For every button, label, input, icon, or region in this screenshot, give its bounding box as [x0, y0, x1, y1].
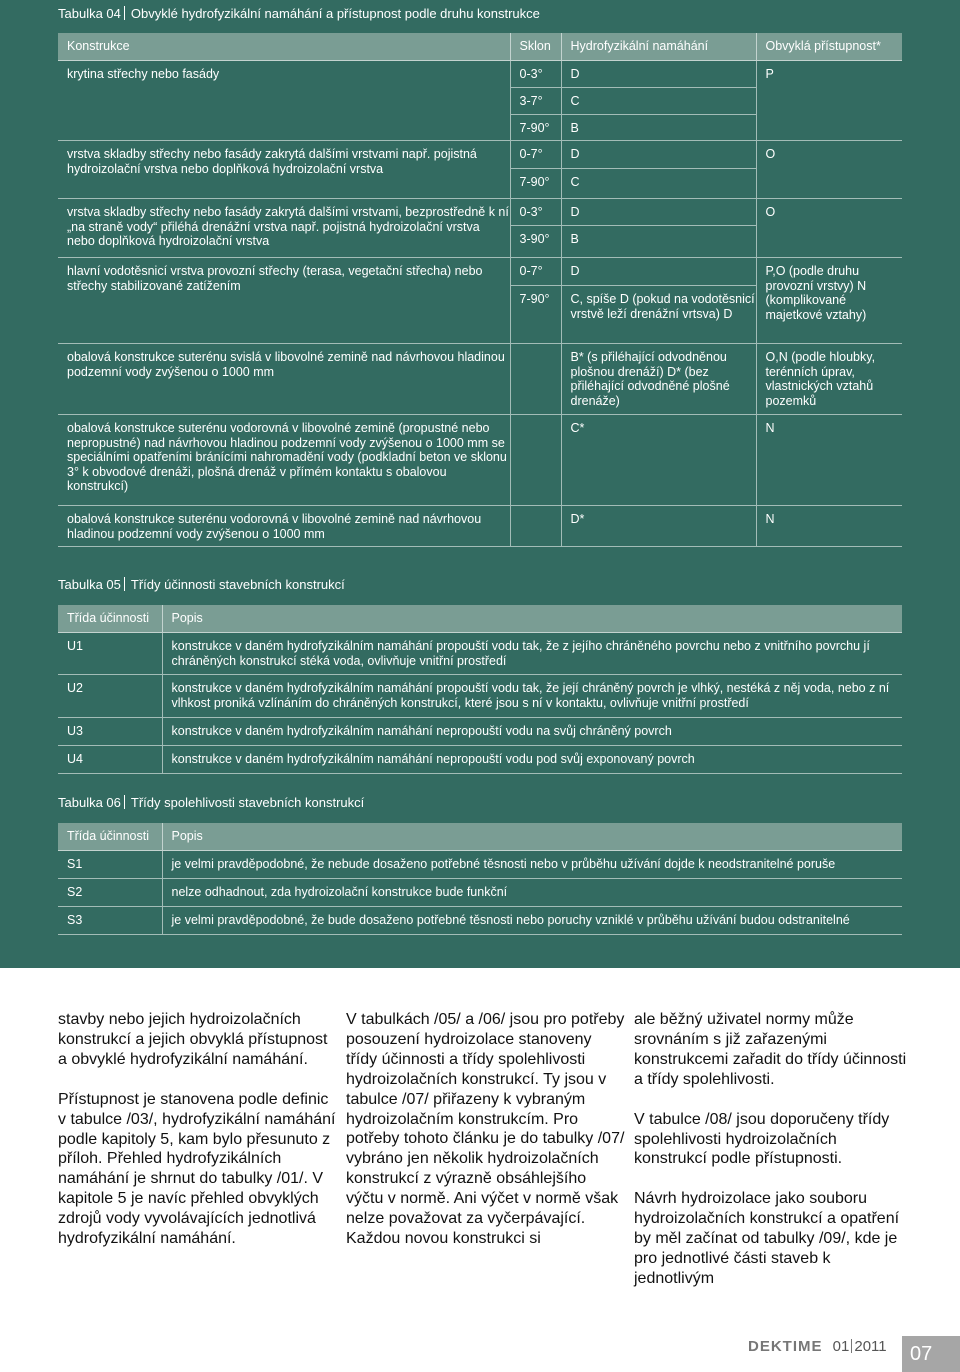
table05-header-row [58, 605, 902, 633]
construction-text: hlavní vodotěsnicí vrstva provozní střechy (terasa, vegetační střecha) nebo střechy stabilizované zatížením [67, 264, 483, 293]
table04-row [58, 258, 902, 344]
class-cell [58, 675, 162, 718]
description-cell [162, 907, 902, 935]
access-text: N [765, 512, 775, 526]
load-value: C [570, 175, 580, 189]
table05-row [58, 675, 902, 718]
slope-cell [510, 199, 561, 258]
access-text: O [765, 205, 776, 219]
class-cell [58, 718, 162, 746]
table04 [58, 33, 902, 547]
slope-cell [510, 415, 561, 506]
description-text: je velmi pravděpodobné, že nebude dosaženo potřebné těsnosti nebo v průběhu užívání dojde k neodstranitelné poruše [171, 857, 836, 871]
table06-row [58, 851, 902, 879]
footer-brand: DEKTIME [748, 1338, 823, 1355]
page-number: 07 [902, 1336, 960, 1372]
description-text: konstrukce v daném hydrofyzikálním namáhání propouští vodu tak, že z jejího chráněného povrchu nebo z vnitřního povrchu jí chráněných konstrukcí stéká voda, ovlivňuje vnitřní prostředí [171, 639, 870, 668]
construction-cell [58, 199, 510, 258]
class-cell [58, 851, 162, 879]
table04-header-cell: Hydrofyzikální namáhání [561, 33, 756, 61]
construction-text: krytina střechy nebo fasády [67, 67, 220, 81]
slope-value: 0-3° [520, 61, 561, 88]
access-cell [756, 199, 902, 258]
description-text: nelze odhadnout, zda hydroizolační konstrukce bude funkční [171, 885, 508, 899]
class-label: S3 [67, 913, 83, 927]
construction-text: obalová konstrukce suterénu vodorovná v libovolné zemině (propustné nebo nepropustné) nad návrhovou hladinou podzemní vody zvýšenou o 1000 mm se speciálními opatřeními bránícími nahromadění vody (podkladní beton ve sklonu 3° k obvodové drenáži, plošná drenáž v přímém kontaktu s obalovou konstrukcí) [67, 421, 507, 493]
construction-cell [58, 258, 510, 344]
table04-header-cell: Konstrukce [58, 33, 510, 61]
slope-value: 0-7° [520, 258, 561, 286]
text-column-3 [634, 1010, 914, 1309]
table06-header-cell: Třída účinnosti [58, 823, 162, 851]
footer-year: 2011 [854, 1338, 887, 1355]
paragraph: stavby nebo jejich hydroizolačních konstrukcí a jejich obvyklá přístupnost a obvyklé hydrofyzikální namáhání. [58, 1011, 328, 1068]
load-cell [561, 199, 756, 258]
paragraph: V tabulkách /05/ a /06/ jsou pro potřeby posouzení hydroizolace stanoveny třídy účinnosti a třídy spolehlivosti hydroizolačních konstrukcí. Ty jsou v tabulce /07/ přiřazeny k vybraným hydroizolačním konstrukcím. Pro potřeby tohoto článku je do tabulky /07/ vybráno jen několik hydroizolačních konstrukcí z výrazně obsáhlejšího výčtu v normě. Ani výčet v normě však nelze považovat za vyčerpávající. Každou novou konstrukci si [346, 1011, 625, 1247]
paragraph: ale běžný uživatel normy může srovnáním s již zařazenými konstrukcemi zařadit do třídy účinnosti a třídy spolehlivosti. [634, 1011, 907, 1088]
access-cell [756, 415, 902, 506]
construction-text: obalová konstrukce suterénu svislá v libovolné zemině nad návrhovou hladinou podzemní vody zvýšenou o 1000 mm [67, 350, 505, 379]
access-cell [756, 344, 902, 415]
access-text: N [765, 421, 775, 435]
table04-title: Obvyklé hydrofyzikální namáhání a přístupnost podle druhu konstrukce [130, 6, 540, 21]
class-label: S1 [67, 857, 83, 871]
slope-cell [510, 141, 561, 199]
table06-caption [58, 795, 364, 810]
slope-value: 3-7° [520, 88, 561, 115]
description-cell [162, 851, 902, 879]
slope-value [520, 506, 561, 546]
table05-row [58, 746, 902, 774]
load-cell [561, 344, 756, 415]
load-cell [561, 258, 756, 344]
access-text: O,N (podle hloubky, terénních úprav, vlastnických vztahů pozemků [765, 350, 876, 408]
footer [748, 1338, 887, 1355]
description-text: konstrukce v daném hydrofyzikálním namáhání nepropouští vodu na svůj chráněný povrch [171, 724, 672, 738]
description-cell [162, 879, 902, 907]
class-label: U4 [67, 752, 83, 766]
construction-cell [58, 415, 510, 506]
load-value: D [571, 61, 756, 88]
table04-caption [58, 6, 540, 21]
description-cell [162, 718, 902, 746]
table05-number: Tabulka 05 [58, 577, 121, 592]
load-value: B [570, 232, 579, 246]
table06-header-cell: Popis [162, 823, 902, 851]
load-value: C* [570, 421, 585, 435]
table06-header-row [58, 823, 902, 851]
slope-value [520, 344, 561, 414]
load-value: B* (s přiléhající odvodněnou plošnou drenáží) D* (bez přiléhající odvodněné plošné drenáže) [570, 350, 730, 408]
slope-cell [510, 344, 561, 415]
table04-header-cell: Sklon [510, 33, 561, 61]
description-cell [162, 633, 902, 675]
class-label: U1 [67, 639, 83, 653]
load-cell [561, 415, 756, 506]
table06-row [58, 907, 902, 935]
description-cell [162, 675, 902, 718]
table04-header-row [58, 33, 902, 61]
table06-number: Tabulka 06 [58, 795, 121, 810]
table05-header-cell: Třída účinnosti [58, 605, 162, 633]
description-text: konstrukce v daném hydrofyzikálním namáhání nepropouští vodu pod svůj exponovaný povrch [171, 752, 695, 766]
load-value: C, spíše D (pokud na vodotěsnicí vrstvě leží drenážní vrtsva) D [570, 292, 755, 321]
table04-header-cell: Obvyklá přístupnost* [756, 33, 902, 61]
load-value: D* [570, 512, 585, 526]
table06-row [58, 879, 902, 907]
access-text: P [765, 67, 774, 81]
slope-cell [510, 506, 561, 547]
slope-value: 7-90° [519, 292, 550, 306]
access-text: O [765, 147, 776, 161]
access-cell [756, 506, 902, 547]
access-cell [756, 258, 902, 344]
table05-header-cell: Popis [162, 605, 902, 633]
class-cell [58, 633, 162, 675]
load-value: B [570, 121, 579, 135]
paragraph: V tabulce /08/ jsou doporučeny třídy spolehlivosti hydroizolačních konstrukcí podle přístupnosti. [634, 1110, 890, 1168]
load-value: C [571, 88, 756, 115]
construction-cell [58, 344, 510, 415]
load-cell [561, 141, 756, 199]
table04-row [58, 61, 902, 141]
construction-text: vrstva skladby střechy nebo fasády zakrytá dalšími vrstvami např. pojistná hydroizolační vrstva nebo doplňková hydroizolační vrstva [67, 147, 477, 176]
text-column-1 [58, 1010, 338, 1269]
description-text: je velmi pravděpodobné, že bude dosaženo potřebné těsnosti nebo poruchy vzniklé v průběhu užívání budou odstranitelné [171, 913, 850, 927]
load-cell [561, 506, 756, 547]
access-cell [756, 141, 902, 199]
construction-cell [58, 61, 510, 141]
slope-value: 7-90° [519, 121, 550, 135]
class-cell [58, 746, 162, 774]
table05-row [58, 633, 902, 675]
slope-value: 0-3° [520, 199, 561, 226]
construction-text: obalová konstrukce suterénu vodorovná v libovolné zemině nad návrhovou hladinou podzemní vody zvýšenou o 1000 mm [67, 512, 482, 541]
class-label: U3 [67, 724, 83, 738]
class-cell [58, 907, 162, 935]
load-cell [561, 61, 756, 141]
table04-row [58, 506, 902, 547]
table05-caption [58, 577, 345, 592]
footer-issue: 01 [832, 1338, 850, 1355]
load-value: D [571, 199, 756, 226]
class-cell [58, 879, 162, 907]
slope-value [520, 415, 561, 505]
construction-cell [58, 141, 510, 199]
table05-row [58, 718, 902, 746]
description-cell [162, 746, 902, 774]
construction-cell [58, 506, 510, 547]
table06-title: Třídy spolehlivosti stavebních konstrukcí [130, 795, 365, 810]
table04-row [58, 141, 902, 199]
construction-text: vrstva skladby střechy nebo fasády zakrytá dalšími vrstvami, bezprostředně k ní „na straně vody“ přiléhá drenážní vrstva např. pojistná hydroizolační vrstva nebo doplňková hydroizolační vrstva [67, 205, 509, 248]
access-text: P,O (podle druhu provozní vrstvy) N (komplikované majetkové vztahy) [765, 264, 867, 322]
table04-row [58, 344, 902, 415]
access-cell [756, 61, 902, 141]
slope-value: 0-7° [520, 141, 561, 169]
class-label: U2 [67, 681, 83, 695]
table04-row [58, 415, 902, 506]
table05-title: Třídy účinnosti stavebních konstrukcí [130, 577, 345, 592]
paragraph: Návrh hydroizolace jako souboru hydroizolačních konstrukcí a opatření by měl začínat od tabulky /09/, kde je pro jednotlivé části staveb k jednotlivým [634, 1190, 900, 1287]
description-text: konstrukce v daném hydrofyzikálním namáhání propouští vodu tak, že její chráněný povrch je vlhký, nestéká z něj voda, nebo z ní vlhkost proniká vzlínáním do chráněných konstrukcí, které jsou s ní v kontaktu, ovlivňuje vnitřní prostředí [171, 681, 890, 710]
slope-cell [510, 61, 561, 141]
text-column-2 [346, 1010, 626, 1269]
slope-value: 3-90° [519, 232, 550, 246]
paragraph: Přístupnost je stanovena podle definic v tabulce /03/, hydrofyzikální namáhání podle kapitoly 5, kam bylo přesunuto z příloh. Přehled hydrofyzikálních namáhání je shrnut do tabulky /01/. V kapitole 5 je navíc přehled obvyklých zdrojů vody vyvolávajících jednotlivá hydrofyzikální namáhání. [58, 1090, 336, 1248]
table04-number: Tabulka 04 [58, 6, 121, 21]
load-value: D [571, 141, 756, 169]
table05 [58, 605, 902, 774]
table06 [58, 823, 902, 935]
slope-cell [510, 258, 561, 344]
class-label: S2 [67, 885, 83, 899]
slope-value: 7-90° [519, 175, 550, 189]
table04-row [58, 199, 902, 258]
load-value: D [571, 258, 756, 286]
